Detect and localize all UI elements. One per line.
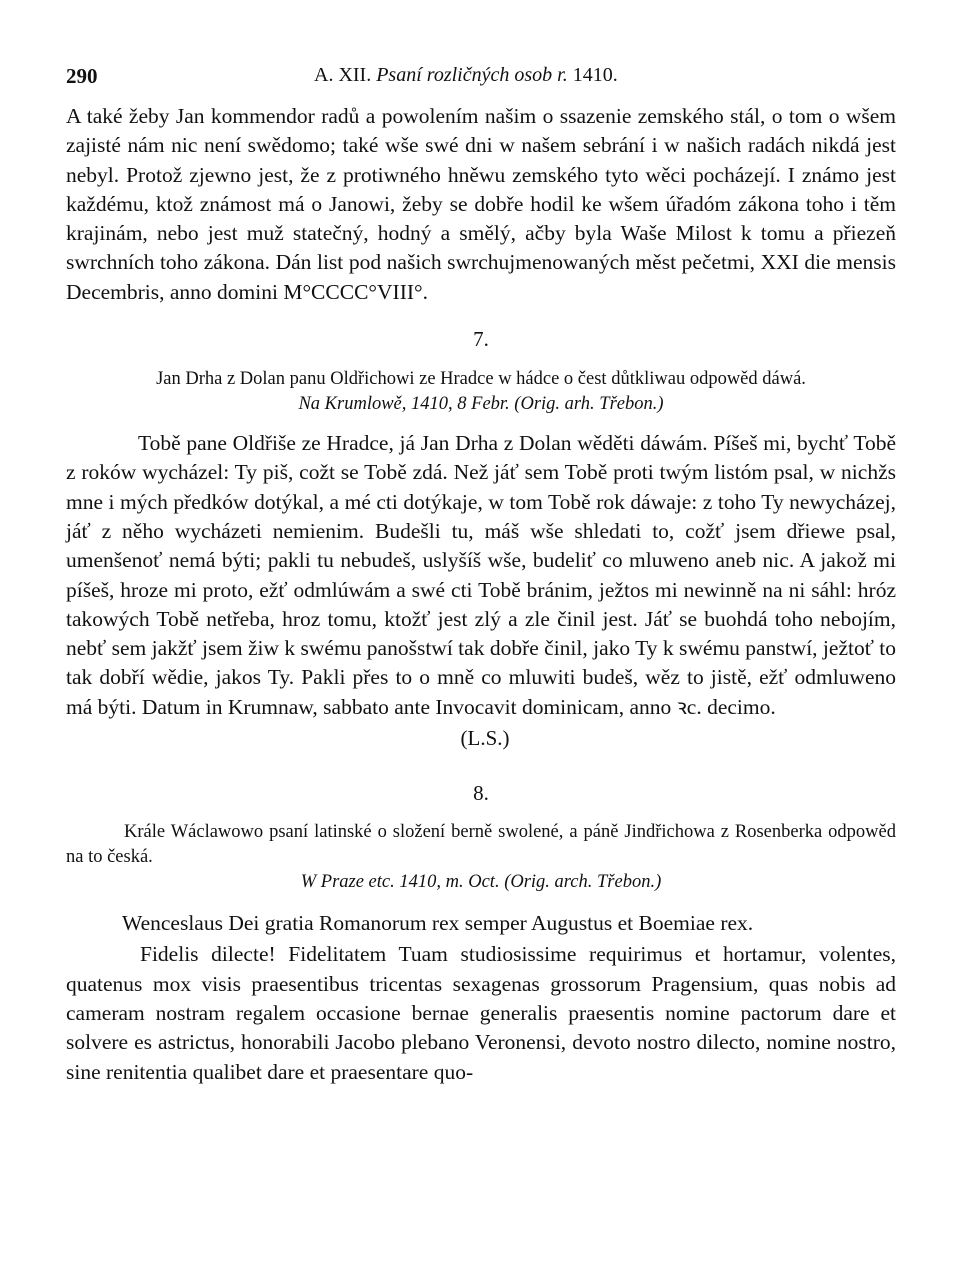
intro-paragraph: A také žeby Jan kommendor radů a powolením našim o ssazenie zemského stál, o tom o wšem zajisté nám nic není swědomo; také wše swé dni w našem sebrání i w našich radách nikdá jest nebyl. Protož zjewno jest, že z protiwného hněwu zemského tyto wěci pocházejí. I známo jest každému, ktož známost má o Janowi, žeby se dobře hodil ke wšem úřadóm zákona toho i těm krajinám, nebo jest muž statečný, hodný a smělý, ačby byla Waše Milost k tomu a přiezeň swrchních toho zákona. Dán list pod našich swrchujmenowaných měst pečetmi, XXI die mensis Decembris, anno domini M°CCCC°VIII°. <box>66 104 896 304</box>
book-page <box>66 60 896 1087</box>
document-8-body: Fidelis dilecte! Fidelitatem Tuam studiosissime requirimus et hortamur, volentes, quatenus mox visis praesentibus tricentas sexagenas grossorum Pragensium, quas nobis ad cameram nostram regalem occasione bernae generalis praesentis nomine pactorum dare et solvere es astrictus, honorabili Jacobo plebano Veronensi, devoto nostro dilecto, nomine nostro, sine renitentia qualibet dare et praesentare quo- <box>66 942 896 1084</box>
document-7-source: Na Krumlowě, 1410, 8 Febr. (Orig. arh. Třebon.) <box>298 394 664 415</box>
document-7-summary: Jan Drha z Dolan panu Oldřichowi ze Hradce w hádce o čest důtkliwau odpowěd dáwá. <box>156 369 806 390</box>
page-number: 290 <box>66 64 98 88</box>
document-number-8: 8. <box>473 781 489 806</box>
running-header <box>66 60 896 98</box>
section-label: A. XII. <box>314 64 372 86</box>
running-title-year: 1410. <box>572 64 618 86</box>
seal-mark: (L.S.) <box>460 726 510 751</box>
document-8-salutation: Wenceslaus Dei gratia Romanorum rex semper Augustus et Boemiae rex. <box>122 911 754 936</box>
document-8-summary: Krále Wáclawowo psaní latinské o složení berně swolené, a páně Jindřichowa z Rosenberka odpowěd na to česká. <box>66 822 896 868</box>
document-number-7: 7. <box>473 327 489 352</box>
running-title-italic: Psaní rozličných osob r. <box>376 64 568 86</box>
document-7-body: Tobě pane Oldřiše ze Hradce, já Jan Drha z Dolan wěděti dáwám. Píšeš mi, bychť Tobě z roków wycházel: Ty piš, cožt se Tobě zdá. Než jáť sem Tobě proti twým listóm psal, w nichžs mne i mých předków dotýkal, a mé cti dotýkaje, w tom Tobě rok dáwaje: z toho Ty newycházej, jáť z něho wycházeti nemienim. Budešli tu, máš wše shledati to, cožť jsem dřiewe psal, umenšenoť nemá býti; pakli tu nebudeš, uslyšíš wše, budeliť co mluweno aneb nic. A jakož mi píšeš, hroze mi proto, ežť odmlúwám a swé cti Tobě bránim, ježtos mi newinně na ni sáhl: hróz takowých Tobě netřeba, hroz tomu, ktožť jest zlý a zle činil jest. Jáť se buohdá toho nebojím, nebť sem jakžť jsem žiw k swému panošstwí tak dobře činil, jako Ty k swému panstwí, ježtoť to tak dobří wědie, jakos Ty. Pakli přes to o mně co mluwiti budeš, wěz to jistě, ežť odmluweno má býti. Datum in Krumnaw, sabbato ante Invocavit dominicam, anno ꝛc. decimo. <box>66 431 896 719</box>
running-title <box>314 64 618 87</box>
document-8-source: W Praze etc. 1410, m. Oct. (Orig. arch. Třebon.) <box>300 872 662 893</box>
